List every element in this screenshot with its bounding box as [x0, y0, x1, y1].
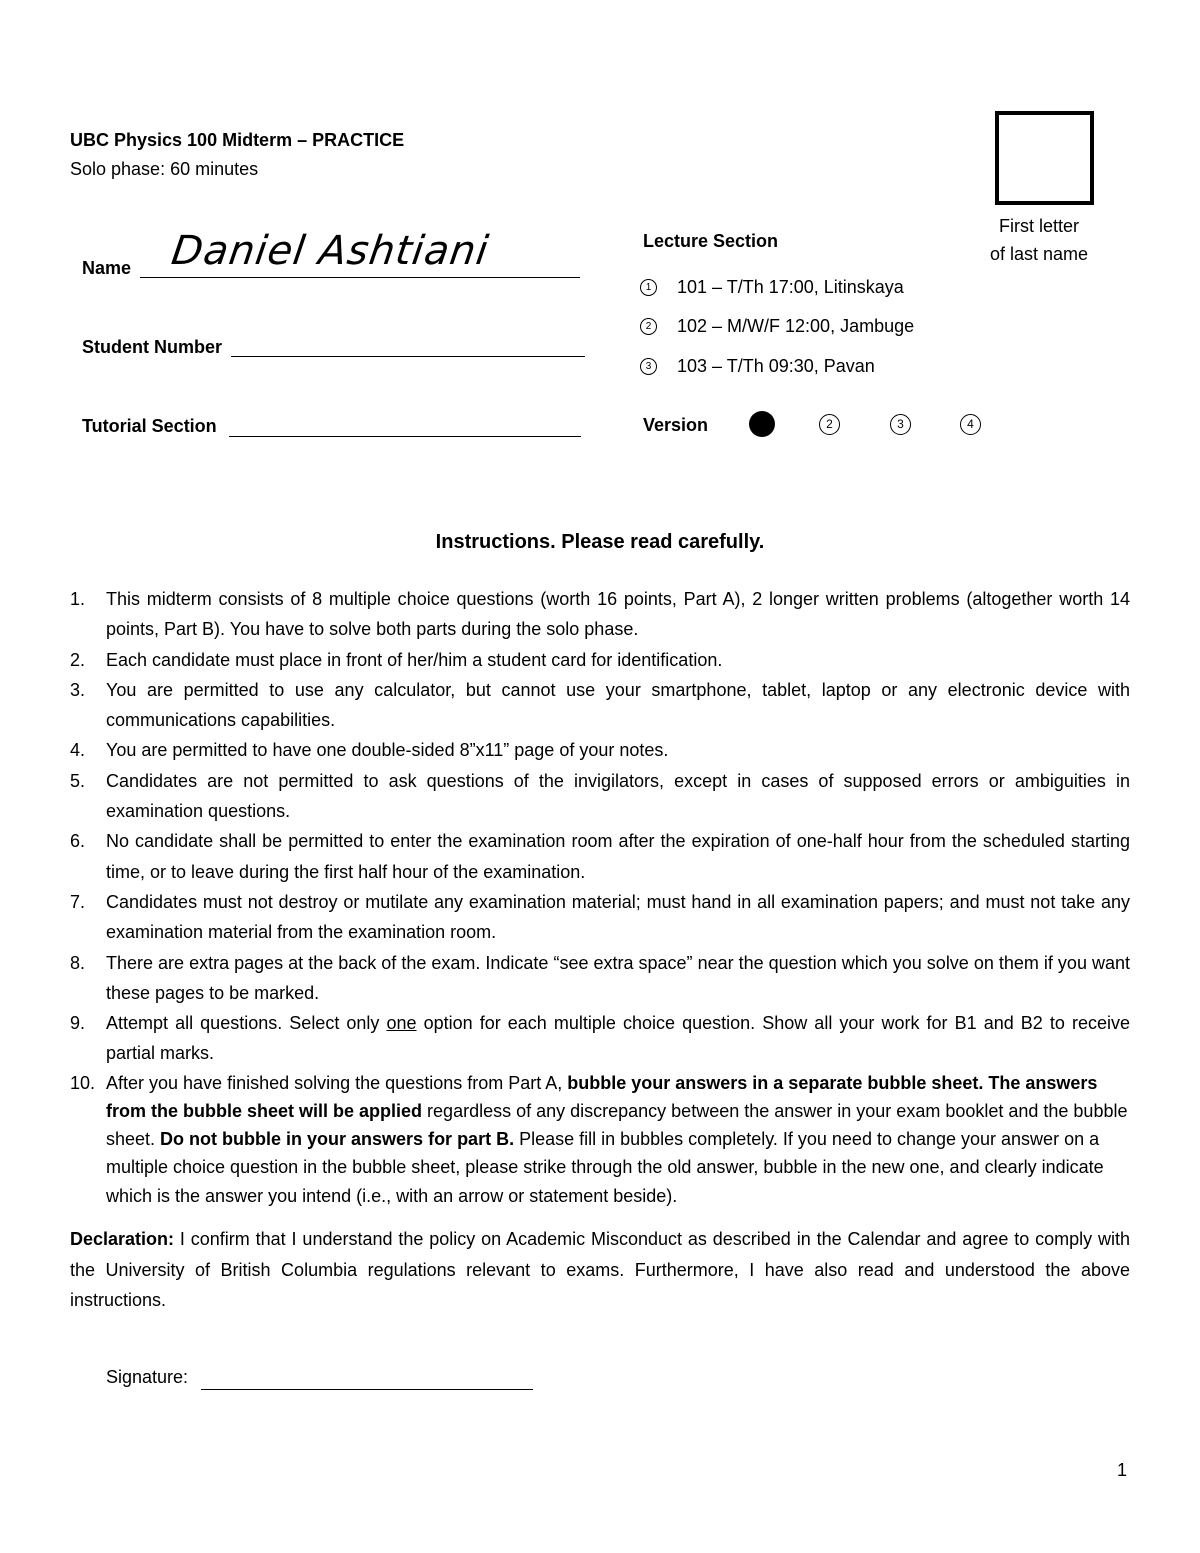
last-name-initial-box[interactable]	[995, 111, 1094, 205]
caption-line-1: First letter	[998, 216, 1079, 236]
item-text	[106, 1008, 1130, 1069]
item-text: Each candidate must place in front of her/him a student card for identification.	[106, 649, 723, 670]
version-4-bubble[interactable]: 4	[960, 414, 981, 435]
item-number: 4.	[70, 740, 86, 761]
item-text: This midterm consists of 8 multiple choice questions (worth 16 points, Part A), 2 longer written problems (altogether worth 14 points, Part B). You have to solve both parts during the solo phase.	[106, 589, 1130, 640]
version-3-bubble[interactable]: 3	[890, 414, 911, 435]
item-text-bold: Do not bubble in your answers for part B.	[160, 1129, 515, 1150]
item-text-part: option for each multiple choice question. Show all your work for B1 and B2 to receive partial marks.	[106, 1013, 1130, 1064]
list-item	[70, 887, 1130, 948]
item-text: Candidates are not permitted to ask questions of the invigilators, except in cases of supposed errors or ambiguities in examination questions.	[106, 770, 1130, 822]
instructions-list	[70, 584, 1130, 1210]
list-item	[70, 735, 1130, 765]
item-emphasis-underline: one	[386, 1013, 417, 1034]
list-item	[70, 1008, 1130, 1069]
instructions-heading: Instructions. Please read carefully.	[435, 531, 765, 553]
item-text: Candidates must not destroy or mutilate any examination material; must hand in all examination papers; and must not take any examination material from the examination room.	[106, 891, 1130, 943]
item-text-part: Attempt all questions. Select only	[106, 1013, 387, 1034]
item-number: 7.	[70, 891, 86, 912]
exam-title: UBC Physics 100 Midterm – PRACTICE	[70, 130, 405, 150]
name-field-line[interactable]	[140, 277, 580, 278]
version-label: Version	[643, 415, 709, 435]
item-text	[106, 1069, 1130, 1210]
item-text: No candidate shall be permitted to enter the examination room after the expiration of one-half hour from the scheduled starting time, or to leave during the first half hour of the examination.	[106, 831, 1130, 882]
lecture-option-103[interactable]	[640, 356, 875, 377]
item-text: You are permitted to use any calculator, but cannot use your smartphone, tablet, laptop or any electronic device with communications capabilities.	[106, 679, 1130, 731]
item-number: 6.	[70, 831, 86, 852]
lecture-option-text: 103 – T/Th 09:30, Pavan	[677, 356, 875, 376]
list-item	[70, 584, 1130, 645]
student-number-label: Student Number	[82, 337, 223, 357]
list-item	[70, 645, 1130, 675]
item-text: You are permitted to have one double-sided 8”x11” page of your notes.	[106, 740, 669, 761]
list-item	[70, 948, 1130, 1009]
lecture-option-text: 102 – M/W/F 12:00, Jambuge	[677, 316, 915, 336]
item-text-part: After you have finished solving the questions from Part A,	[106, 1072, 568, 1093]
item-number: 8.	[70, 952, 86, 973]
lecture-option-101[interactable]	[640, 277, 904, 298]
item-text-bold: bubble your answers in a separate bubble sheet. The answers from the bubble sheet will be applied	[106, 1072, 1098, 1121]
item-text-part: regardless of any discrepancy between the answer in your exam booklet and the bubble sheet.	[106, 1100, 1128, 1150]
item-text: There are extra pages at the back of the exam. Indicate “see extra space” near the question which you solve on them if you want these pages to be marked.	[106, 952, 1130, 1003]
version-2-bubble[interactable]: 2	[819, 414, 840, 435]
lecture-option-102[interactable]	[640, 316, 914, 337]
signature-label: Signature:	[106, 1367, 189, 1387]
item-number: 10.	[70, 1072, 96, 1093]
version-1-bubble-filled[interactable]	[749, 411, 775, 437]
list-item	[70, 675, 1130, 736]
exam-duration: Solo phase: 60 minutes	[70, 159, 259, 179]
list-item	[70, 766, 1130, 827]
declaration-paragraph	[70, 1224, 1130, 1316]
lecture-option-text: 101 – T/Th 17:00, Litinskaya	[677, 277, 904, 297]
option-bubble-icon[interactable]: 3	[640, 358, 657, 375]
item-number: 2.	[70, 649, 86, 670]
item-number: 5.	[70, 770, 86, 791]
declaration-label: Declaration:	[70, 1229, 175, 1249]
page-number: 1	[1117, 1460, 1128, 1480]
item-text-part: Please fill in bubbles completely. If you need to change your answer on a multiple choice question in the bubble sheet, please strike through the old answer, bubble in the new one, and clearly indicate which is the answer you intend (i.e., with an arrow or statement beside).	[106, 1129, 1104, 1206]
list-item	[70, 1069, 1130, 1210]
tutorial-section-field-line[interactable]	[229, 436, 581, 437]
handwritten-name: Daniel Ashtiani	[168, 228, 492, 274]
tutorial-section-label: Tutorial Section	[82, 416, 217, 436]
caption-line-2: of last name	[989, 244, 1089, 264]
signature-field-line[interactable]	[201, 1389, 533, 1390]
name-label: Name	[82, 258, 132, 278]
declaration-text: I confirm that I understand the policy on Academic Misconduct as described in the Calendar and agree to comply with the University of British Columbia regulations relevant to exams. Furthermore, I have also read and understood the above instructions.	[70, 1229, 1130, 1310]
student-number-field-line[interactable]	[231, 356, 585, 357]
last-name-initial-caption	[975, 212, 1103, 268]
item-number: 3.	[70, 679, 86, 700]
item-number: 1.	[70, 589, 86, 609]
lecture-section-label: Lecture Section	[643, 231, 779, 251]
option-bubble-icon[interactable]: 1	[640, 279, 657, 296]
item-number: 9.	[70, 1013, 86, 1034]
option-bubble-icon[interactable]: 2	[640, 318, 657, 335]
list-item	[70, 826, 1130, 887]
